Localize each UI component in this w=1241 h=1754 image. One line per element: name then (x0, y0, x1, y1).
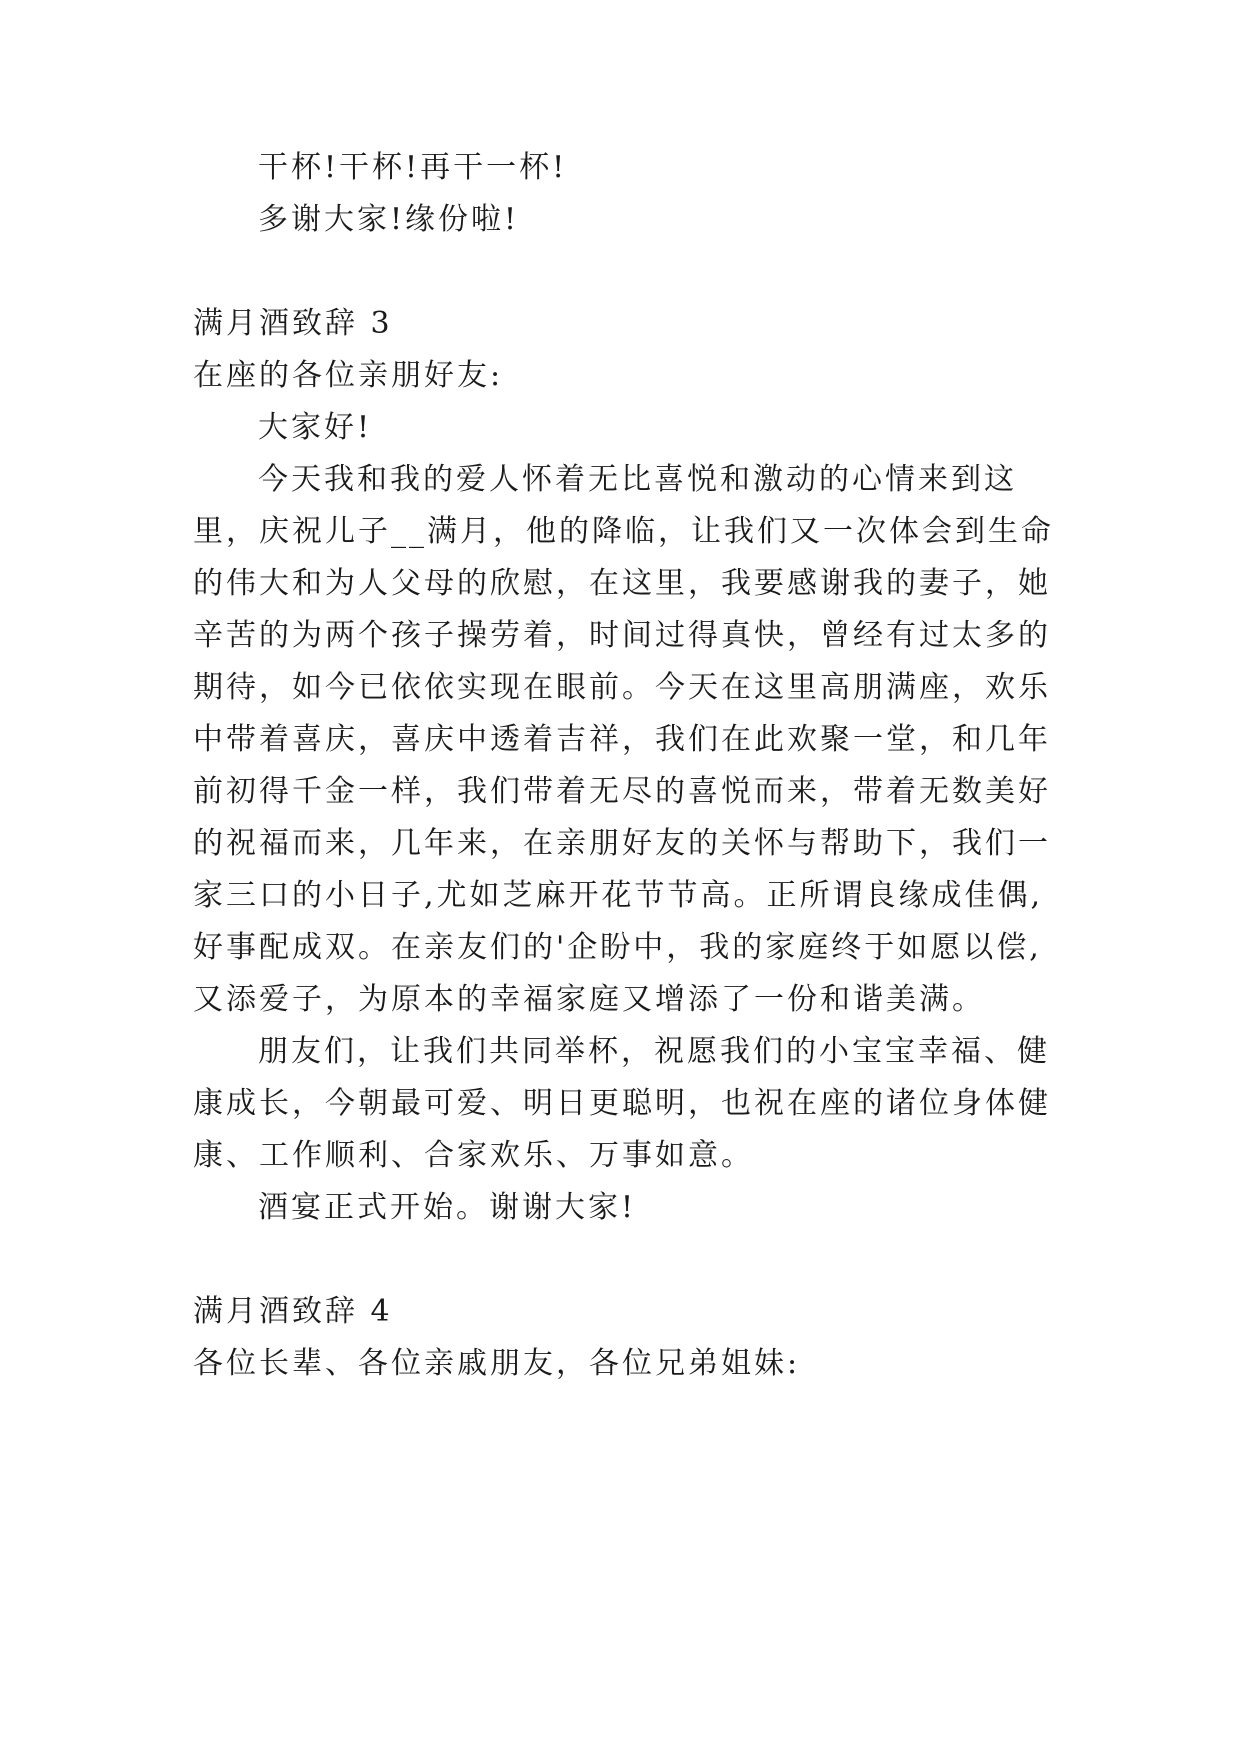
paragraph-line: 的祝福而来，几年来，在亲朋好友的关怀与帮助下，我们一 (193, 826, 1051, 861)
paragraph-line: 今天我和我的爱人怀着无比喜悦和激动的心情来到这 (258, 462, 1017, 497)
paragraph-line: 朋友们，让我们共同举杯，祝愿我们的小宝宝幸福、健 (258, 1034, 1050, 1069)
paragraph-line: 的伟大和为人父母的欣慰，在这里，我要感谢我的妻子，她 (193, 566, 1051, 601)
closing-line: 酒宴正式开始。谢谢大家! (258, 1190, 637, 1225)
paragraph-line: 康成长，今朝最可爱、明日更聪明，也祝在座的诸位身体健 (193, 1086, 1051, 1121)
salutation: 在座的各位亲朋好友: (193, 358, 504, 393)
greeting: 大家好! (258, 410, 373, 445)
paragraph-line: 好事配成双。在亲友们的'企盼中，我的家庭终于如愿以偿, (193, 930, 1042, 965)
section-title: 满月酒致辞 4 (193, 1294, 393, 1329)
paragraph-line: 家三口的小日子,尤如芝麻开花节节高。正所谓良缘成佳偶, (193, 878, 1044, 913)
salutation: 各位长辈、各位亲戚朋友，各位兄弟姐妹: (193, 1346, 801, 1381)
paragraph-line: 中带着喜庆，喜庆中透着吉祥，我们在此欢聚一堂，和几年 (193, 722, 1051, 757)
thanks-line: 多谢大家!缘份啦! (258, 202, 520, 237)
paragraph-line: 里，庆祝儿子__满月，他的降临，让我们又一次体会到生命 (193, 514, 1054, 549)
paragraph-line: 前初得千金一样，我们带着无尽的喜悦而来，带着无数美好 (193, 774, 1051, 809)
section-title: 满月酒致辞 3 (193, 306, 393, 341)
toast-line: 干杯!干杯!再干一杯! (258, 150, 568, 185)
paragraph-line: 又添爱子，为原本的幸福家庭又增添了一份和谐美满。 (193, 982, 985, 1017)
paragraph-line: 康、工作顺利、合家欢乐、万事如意。 (193, 1138, 754, 1173)
paragraph-line: 辛苦的为两个孩子操劳着，时间过得真快，曾经有过太多的 (193, 618, 1051, 653)
paragraph-line: 期待，如今已依依实现在眼前。今天在这里高朋满座，欢乐 (193, 670, 1051, 705)
